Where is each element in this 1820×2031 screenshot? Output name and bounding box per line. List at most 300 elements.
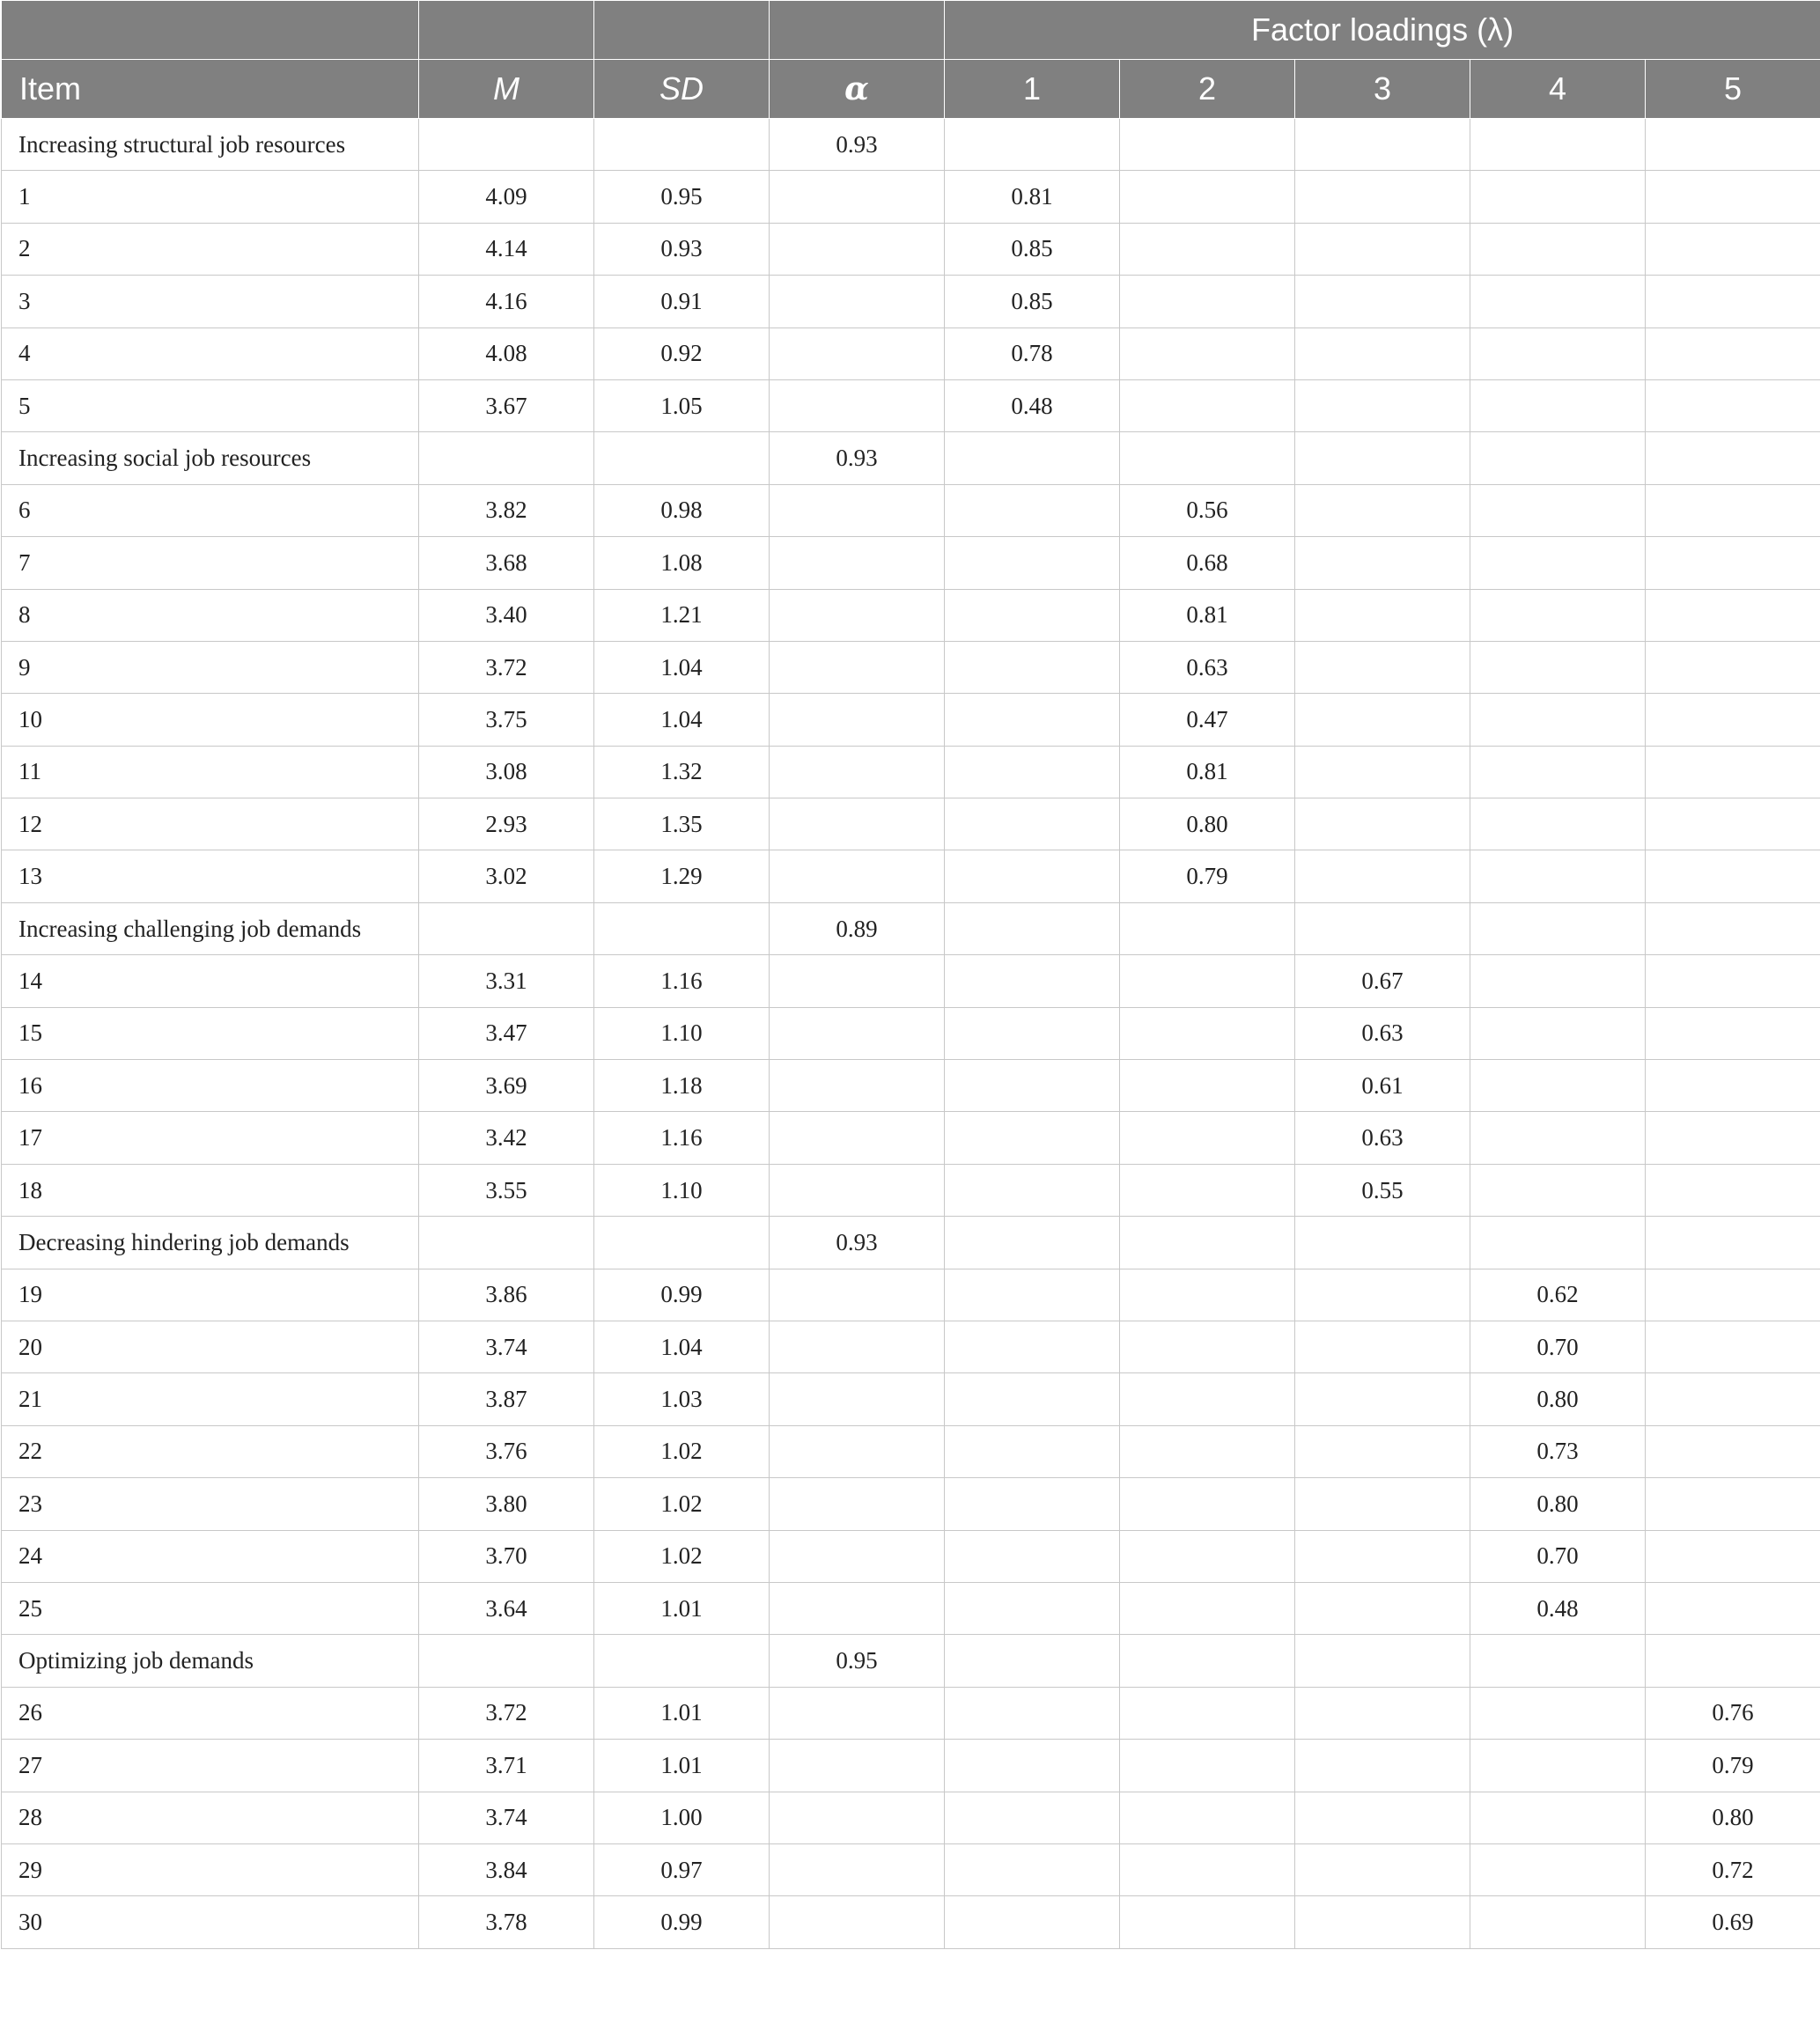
factor-1-cell (945, 1843, 1120, 1895)
factor-3-cell (1295, 1792, 1470, 1843)
factor-1-cell (945, 1060, 1120, 1112)
factor-1-cell (945, 1269, 1120, 1321)
factor-3-cell (1295, 1843, 1470, 1895)
mean-cell: 3.84 (419, 1843, 594, 1895)
column-header-item: Item (2, 60, 419, 119)
factor-2-cell: 0.80 (1120, 798, 1295, 850)
item-cell: 25 (2, 1582, 419, 1634)
factor-2-cell: 0.68 (1120, 537, 1295, 589)
sd-cell: 1.21 (594, 589, 770, 641)
mean-cell: 4.08 (419, 327, 594, 379)
factor-2-cell: 0.81 (1120, 589, 1295, 641)
factor-1-cell (945, 119, 1120, 171)
alpha-cell (770, 1740, 945, 1792)
table-row (2, 276, 1820, 327)
sd-cell: 1.01 (594, 1687, 770, 1739)
factor-5-cell (1646, 902, 1820, 954)
alpha-cell (770, 223, 945, 275)
factor-2-cell (1120, 1478, 1295, 1530)
factor-5-cell (1646, 955, 1820, 1007)
mean-cell (419, 1217, 594, 1269)
factor-4-cell: 0.62 (1470, 1269, 1646, 1321)
factor-2-cell (1120, 379, 1295, 431)
factor-5-cell (1646, 589, 1820, 641)
item-cell: Increasing challenging job demands (2, 902, 419, 954)
factor-5-cell (1646, 1530, 1820, 1582)
factor-2-cell: 0.56 (1120, 484, 1295, 536)
factor-4-cell (1470, 746, 1646, 798)
factor-4-cell (1470, 955, 1646, 1007)
sd-cell: 1.04 (594, 694, 770, 746)
column-header-factor-3: 3 (1295, 60, 1470, 119)
mean-cell: 3.67 (419, 379, 594, 431)
factor-2-cell (1120, 902, 1295, 954)
table-row (2, 1687, 1820, 1739)
table-row (2, 537, 1820, 589)
alpha-cell (770, 1896, 945, 1948)
factor-4-cell (1470, 1635, 1646, 1687)
factor-1-cell (945, 1321, 1120, 1372)
factor-2-cell (1120, 1269, 1295, 1321)
factor-1-cell: 0.81 (945, 171, 1120, 223)
sd-cell: 1.10 (594, 1007, 770, 1059)
factor-2-cell (1120, 1060, 1295, 1112)
table-row (2, 1007, 1820, 1059)
table-row (2, 1582, 1820, 1634)
factor-4-cell (1470, 119, 1646, 171)
factor-1-cell (945, 1164, 1120, 1216)
factor-4-cell (1470, 798, 1646, 850)
factor-4-cell (1470, 850, 1646, 902)
alpha-cell (770, 1060, 945, 1112)
table-header (2, 1, 1820, 119)
item-cell: 11 (2, 746, 419, 798)
alpha-cell (770, 746, 945, 798)
factor-3-cell (1295, 432, 1470, 484)
sd-cell: 0.91 (594, 276, 770, 327)
mean-cell: 3.02 (419, 850, 594, 902)
sd-cell: 1.04 (594, 1321, 770, 1372)
table-row (2, 694, 1820, 746)
factor-1-cell (945, 1687, 1120, 1739)
sd-cell: 1.02 (594, 1478, 770, 1530)
factor-4-cell (1470, 694, 1646, 746)
alpha-cell (770, 1530, 945, 1582)
factor-2-cell (1120, 119, 1295, 171)
factor-4-cell (1470, 537, 1646, 589)
factor-2-cell (1120, 1687, 1295, 1739)
factor-4-cell (1470, 223, 1646, 275)
sd-cell: 1.05 (594, 379, 770, 431)
factor-2-cell: 0.79 (1120, 850, 1295, 902)
factor-3-cell (1295, 1217, 1470, 1269)
factor-5-cell (1646, 1217, 1820, 1269)
factor-2-cell (1120, 1582, 1295, 1634)
mean-cell: 3.80 (419, 1478, 594, 1530)
table-row (2, 902, 1820, 954)
factor-1-cell (945, 1792, 1120, 1843)
item-cell: 5 (2, 379, 419, 431)
table-row (2, 1321, 1820, 1372)
factor-4-cell (1470, 327, 1646, 379)
factor-3-cell: 0.63 (1295, 1007, 1470, 1059)
table-row (2, 1843, 1820, 1895)
table-row (2, 1740, 1820, 1792)
factor-4-cell (1470, 484, 1646, 536)
column-header-alpha: α (770, 60, 945, 119)
table-row (2, 1896, 1820, 1948)
mean-cell: 3.86 (419, 1269, 594, 1321)
factor-5-cell (1646, 171, 1820, 223)
alpha-cell (770, 1582, 945, 1634)
factor-3-cell (1295, 1321, 1470, 1372)
alpha-cell: 0.93 (770, 432, 945, 484)
table-body (2, 119, 1820, 1949)
sd-cell: 0.97 (594, 1843, 770, 1895)
mean-cell: 3.78 (419, 1896, 594, 1948)
alpha-cell (770, 850, 945, 902)
alpha-cell (770, 484, 945, 536)
column-header-factor-2: 2 (1120, 60, 1295, 119)
factor-1-cell (945, 1425, 1120, 1477)
sd-cell: 0.95 (594, 171, 770, 223)
factor-2-cell (1120, 1373, 1295, 1425)
factor-2-cell (1120, 955, 1295, 1007)
factor-5-cell (1646, 223, 1820, 275)
factor-2-cell (1120, 1217, 1295, 1269)
item-cell: 8 (2, 589, 419, 641)
factor-3-cell (1295, 171, 1470, 223)
factor-1-cell (945, 1373, 1120, 1425)
table-row (2, 798, 1820, 850)
factor-4-cell: 0.73 (1470, 1425, 1646, 1477)
header-group-row (2, 1, 1820, 60)
item-cell: Increasing social job resources (2, 432, 419, 484)
factor-5-cell (1646, 119, 1820, 171)
factor-3-cell (1295, 1687, 1470, 1739)
factor-1-cell (945, 1530, 1120, 1582)
item-cell: 16 (2, 1060, 419, 1112)
sd-cell: 1.08 (594, 537, 770, 589)
factor-5-cell (1646, 746, 1820, 798)
factor-4-cell (1470, 171, 1646, 223)
mean-cell: 3.87 (419, 1373, 594, 1425)
factor-3-cell (1295, 537, 1470, 589)
mean-cell: 4.14 (419, 223, 594, 275)
alpha-cell (770, 327, 945, 379)
factor-3-cell (1295, 641, 1470, 693)
header-blank-cell (2, 1, 419, 60)
alpha-cell (770, 955, 945, 1007)
factor-3-cell: 0.67 (1295, 955, 1470, 1007)
alpha-cell (770, 171, 945, 223)
factor-1-cell (945, 746, 1120, 798)
item-cell: 6 (2, 484, 419, 536)
factor-5-cell (1646, 694, 1820, 746)
factor-5-cell (1646, 1112, 1820, 1164)
alpha-cell (770, 1843, 945, 1895)
factor-5-cell (1646, 1007, 1820, 1059)
factor-4-cell (1470, 902, 1646, 954)
factor-4-cell (1470, 641, 1646, 693)
alpha-cell (770, 1373, 945, 1425)
mean-cell: 3.74 (419, 1792, 594, 1843)
factor-2-cell (1120, 1425, 1295, 1477)
factor-3-cell (1295, 1740, 1470, 1792)
item-cell: 27 (2, 1740, 419, 1792)
factor-5-cell (1646, 537, 1820, 589)
item-cell: 22 (2, 1425, 419, 1477)
factor-2-cell (1120, 171, 1295, 223)
factor-5-cell (1646, 1060, 1820, 1112)
table-row (2, 379, 1820, 431)
factor-1-cell (945, 1896, 1120, 1948)
factor-4-cell: 0.70 (1470, 1321, 1646, 1372)
factor-3-cell (1295, 694, 1470, 746)
alpha-cell (770, 798, 945, 850)
factor-2-cell: 0.81 (1120, 746, 1295, 798)
factor-2-cell (1120, 223, 1295, 275)
factor-1-cell (945, 955, 1120, 1007)
table-row (2, 955, 1820, 1007)
alpha-cell: 0.93 (770, 1217, 945, 1269)
mean-cell: 3.31 (419, 955, 594, 1007)
alpha-cell (770, 1792, 945, 1843)
factor-4-cell: 0.80 (1470, 1373, 1646, 1425)
sd-cell: 1.32 (594, 746, 770, 798)
factor-5-cell (1646, 1164, 1820, 1216)
factor-2-cell (1120, 432, 1295, 484)
factor-3-cell (1295, 1373, 1470, 1425)
factor-4-cell (1470, 432, 1646, 484)
factor-5-cell (1646, 1635, 1820, 1687)
mean-cell: 3.47 (419, 1007, 594, 1059)
factor-3-cell (1295, 223, 1470, 275)
factor-5-cell (1646, 1425, 1820, 1477)
header-columns-row (2, 60, 1820, 119)
factor-1-cell: 0.78 (945, 327, 1120, 379)
table-row (2, 327, 1820, 379)
mean-cell: 3.08 (419, 746, 594, 798)
factor-2-cell (1120, 276, 1295, 327)
factor-4-cell (1470, 1007, 1646, 1059)
factor-5-cell (1646, 1478, 1820, 1530)
factor-5-cell (1646, 850, 1820, 902)
table-row (2, 1269, 1820, 1321)
factor-3-cell (1295, 1635, 1470, 1687)
mean-cell: 4.09 (419, 171, 594, 223)
alpha-cell: 0.93 (770, 119, 945, 171)
table-row (2, 589, 1820, 641)
factor-1-cell (945, 589, 1120, 641)
table-row (2, 1425, 1820, 1477)
factor-1-cell (945, 850, 1120, 902)
table-row (2, 1373, 1820, 1425)
alpha-cell (770, 1269, 945, 1321)
alpha-cell (770, 641, 945, 693)
factor-4-cell (1470, 1740, 1646, 1792)
item-cell: 1 (2, 171, 419, 223)
sd-cell: 1.02 (594, 1530, 770, 1582)
sd-cell: 0.92 (594, 327, 770, 379)
mean-cell (419, 1635, 594, 1687)
column-header-factor-4: 4 (1470, 60, 1646, 119)
factor-5-cell: 0.80 (1646, 1792, 1820, 1843)
table-row (2, 1635, 1820, 1687)
factor-5-cell: 0.76 (1646, 1687, 1820, 1739)
item-cell: 23 (2, 1478, 419, 1530)
sd-cell: 1.04 (594, 641, 770, 693)
factor-3-cell (1295, 746, 1470, 798)
factor-5-cell: 0.79 (1646, 1740, 1820, 1792)
factor-3-cell (1295, 379, 1470, 431)
alpha-cell (770, 1321, 945, 1372)
factor-1-cell (945, 1582, 1120, 1634)
sd-cell (594, 1635, 770, 1687)
factor-1-cell (945, 902, 1120, 954)
table-row (2, 1792, 1820, 1843)
mean-cell: 3.42 (419, 1112, 594, 1164)
factor-3-cell (1295, 1269, 1470, 1321)
factor-4-cell (1470, 379, 1646, 431)
factor-3-cell (1295, 119, 1470, 171)
factor-3-cell (1295, 589, 1470, 641)
sd-cell (594, 119, 770, 171)
factor-5-cell (1646, 641, 1820, 693)
factor-4-cell (1470, 1792, 1646, 1843)
factor-4-cell: 0.70 (1470, 1530, 1646, 1582)
header-blank-cell (419, 1, 594, 60)
sd-cell (594, 432, 770, 484)
sd-cell: 0.99 (594, 1896, 770, 1948)
factor-2-cell (1120, 1896, 1295, 1948)
header-blank-cell (594, 1, 770, 60)
factor-5-cell (1646, 1269, 1820, 1321)
factor-1-cell (945, 1112, 1120, 1164)
factor-5-cell (1646, 327, 1820, 379)
factor-1-cell (945, 1740, 1120, 1792)
sd-cell: 0.99 (594, 1269, 770, 1321)
mean-cell: 3.76 (419, 1425, 594, 1477)
factor-1-cell (945, 694, 1120, 746)
sd-cell: 1.16 (594, 955, 770, 1007)
mean-cell: 3.40 (419, 589, 594, 641)
factor-3-cell (1295, 327, 1470, 379)
item-cell: 3 (2, 276, 419, 327)
item-cell: 20 (2, 1321, 419, 1372)
factor-2-cell (1120, 1635, 1295, 1687)
factor-4-cell: 0.80 (1470, 1478, 1646, 1530)
column-header-mean: M (419, 60, 594, 119)
mean-cell: 3.75 (419, 694, 594, 746)
factor-4-cell (1470, 1896, 1646, 1948)
factor-1-cell (945, 641, 1120, 693)
factor-3-cell: 0.61 (1295, 1060, 1470, 1112)
alpha-cell (770, 537, 945, 589)
factor-4-cell (1470, 1164, 1646, 1216)
sd-cell: 1.10 (594, 1164, 770, 1216)
item-cell: 10 (2, 694, 419, 746)
column-header-factor-5: 5 (1646, 60, 1820, 119)
alpha-cell (770, 276, 945, 327)
item-cell: 19 (2, 1269, 419, 1321)
alpha-cell (770, 1425, 945, 1477)
item-cell: Optimizing job demands (2, 1635, 419, 1687)
item-cell: 12 (2, 798, 419, 850)
factor-loadings-group-header: Factor loadings (λ) (945, 1, 1820, 60)
sd-cell: 1.03 (594, 1373, 770, 1425)
factor-1-cell (945, 1007, 1120, 1059)
factor-5-cell (1646, 432, 1820, 484)
factor-2-cell (1120, 1843, 1295, 1895)
factor-3-cell (1295, 1478, 1470, 1530)
item-cell: 15 (2, 1007, 419, 1059)
table-row (2, 1164, 1820, 1216)
table-row (2, 850, 1820, 902)
item-cell: 18 (2, 1164, 419, 1216)
factor-2-cell (1120, 1321, 1295, 1372)
factor-2-cell (1120, 1164, 1295, 1216)
factor-2-cell (1120, 1792, 1295, 1843)
factor-1-cell (945, 1635, 1120, 1687)
item-cell: 2 (2, 223, 419, 275)
factor-5-cell (1646, 276, 1820, 327)
alpha-cell (770, 1112, 945, 1164)
table-row (2, 1530, 1820, 1582)
item-cell: 7 (2, 537, 419, 589)
header-blank-cell (770, 1, 945, 60)
factor-3-cell (1295, 850, 1470, 902)
table-row (2, 1217, 1820, 1269)
alpha-cell (770, 1687, 945, 1739)
mean-cell: 3.69 (419, 1060, 594, 1112)
mean-cell: 3.55 (419, 1164, 594, 1216)
alpha-cell: 0.89 (770, 902, 945, 954)
sd-cell: 1.02 (594, 1425, 770, 1477)
factor-2-cell (1120, 1007, 1295, 1059)
item-cell: 21 (2, 1373, 419, 1425)
mean-cell: 3.64 (419, 1582, 594, 1634)
alpha-cell (770, 1164, 945, 1216)
factor-1-cell: 0.48 (945, 379, 1120, 431)
factor-1-cell (945, 1217, 1120, 1269)
item-cell: Decreasing hindering job demands (2, 1217, 419, 1269)
table-row (2, 746, 1820, 798)
table-row (2, 171, 1820, 223)
item-cell: 4 (2, 327, 419, 379)
alpha-cell (770, 589, 945, 641)
factor-1-cell (945, 484, 1120, 536)
factor-5-cell (1646, 379, 1820, 431)
table-row (2, 484, 1820, 536)
table-row (2, 1060, 1820, 1112)
sd-cell: 1.16 (594, 1112, 770, 1164)
factor-4-cell (1470, 1217, 1646, 1269)
item-cell: 26 (2, 1687, 419, 1739)
alpha-cell (770, 1478, 945, 1530)
factor-5-cell (1646, 484, 1820, 536)
mean-cell (419, 119, 594, 171)
sd-cell: 1.01 (594, 1740, 770, 1792)
table-row (2, 1478, 1820, 1530)
item-cell: 28 (2, 1792, 419, 1843)
factor-2-cell (1120, 1530, 1295, 1582)
mean-cell (419, 432, 594, 484)
mean-cell (419, 902, 594, 954)
factor-3-cell (1295, 1425, 1470, 1477)
factor-1-cell (945, 798, 1120, 850)
factor-2-cell: 0.63 (1120, 641, 1295, 693)
